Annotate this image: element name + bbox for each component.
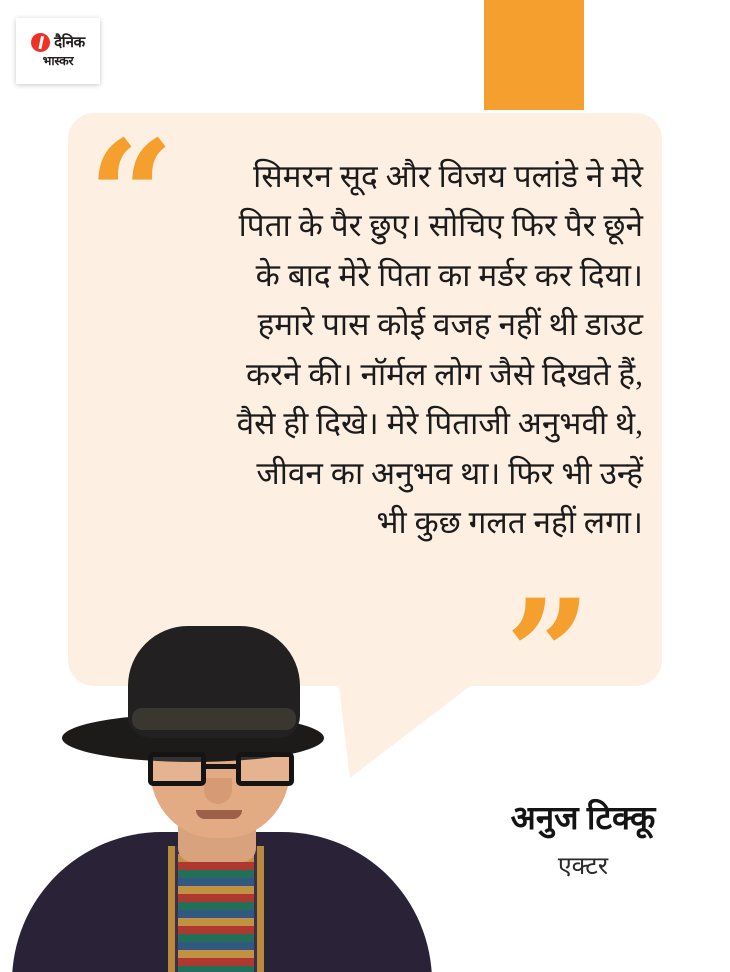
portrait-mouth	[196, 810, 242, 819]
portrait-hat-band	[132, 708, 296, 730]
portrait-image	[0, 596, 450, 972]
brand-logo-line1: दैनिक	[54, 34, 85, 52]
attribution-role: एक्टर	[557, 852, 609, 880]
attribution-name: अनुज टिक्कू	[510, 801, 656, 837]
brand-logo[interactable]	[16, 18, 100, 84]
brand-logo-line2: भास्कर	[42, 54, 74, 69]
portrait-glasses-left-lens	[148, 752, 206, 786]
portrait-glasses-icon	[148, 752, 294, 786]
quote-open-icon: “	[88, 108, 177, 284]
portrait-glasses-right-lens	[236, 752, 294, 786]
portrait-embroidery	[178, 854, 254, 972]
top-accent-bar	[484, 0, 584, 110]
portrait-glasses-bridge	[206, 764, 236, 769]
attribution	[452, 800, 714, 882]
bhaskar-dot-icon	[31, 33, 50, 52]
brand-logo-row	[31, 33, 85, 52]
quote-close-icon: ”	[505, 567, 594, 743]
quote-text: सिमरन सूद और विजय पलांडे ने मेरे पिता के पैर छुए। सोचिए फिर पैर छूने के बाद मेरे पिता का मर्डर कर दिया। हमारे पास कोई वजह नहीं थी डाउट करने की। नॉर्मल लोग जैसे दिखते हैं, वैसे ही दिखे। मेरे पिताजी अनुभवी थे, जीवन का अनुभव था। फिर भी उन्हें भी कुछ गलत नहीं लगा।	[236, 159, 643, 541]
